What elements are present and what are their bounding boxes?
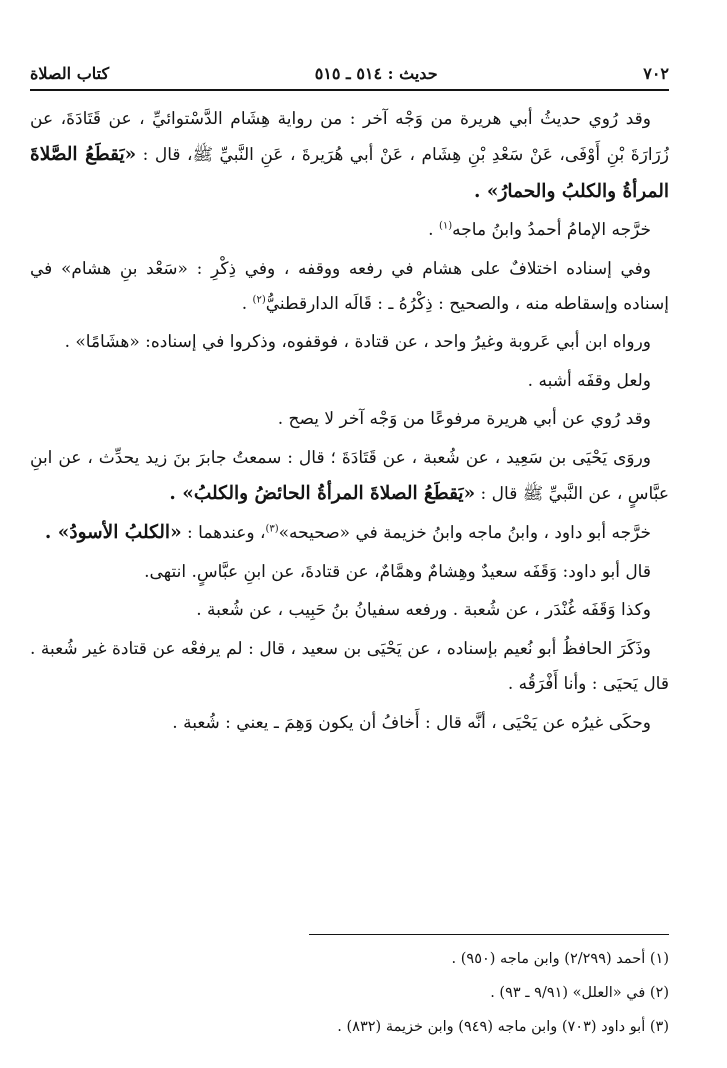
footnote: (١) أحمد (٢/٢٩٩) وابن ماجه (٩٥٠) . <box>451 951 669 967</box>
paragraph <box>30 102 669 210</box>
paragraph-text: وروَى يَحْيَى بن سَعِيد ، عن شُعبة ، عن قَتَادَةَ ؛ قال : سمعتُ جابرَ بنَ زيد يحدِّث ، عن ابنِ عبَّاسٍ ، عن النَّبيِّ ﷺ قال : <box>30 447 669 505</box>
paragraph: وذَكَرَ الحافظُ أبو نُعيم بإسناده ، عن يَحْيَى بن سعيد ، قال : لم يرفعْه عن قتادة غير شُعبة . قال يَحيَى : وأنا أَفْرَقُه . <box>30 638 669 695</box>
footnote-ref: (٣) <box>265 523 279 535</box>
paragraph-text: خرَّجه أبو داود ، وابنُ ماجه وابنُ خزيمة في «صحيحه» <box>278 523 651 544</box>
page-number: ٧٠٢ <box>643 63 669 83</box>
hadith-quote: «يَقطَعُ الصلاةَ المرأةُ الحائضُ والكلبُ» . <box>169 483 476 505</box>
paragraph <box>30 441 669 513</box>
footnote: (٣) أبو داود (٧٠٣) وابن ماجه (٩٤٩) وابن خزيمة (٨٣٢) . <box>337 1019 669 1035</box>
footnote-ref: (١) <box>438 220 453 232</box>
paragraph <box>30 515 669 551</box>
hadith-range: حديث : ٥١٤ ـ ٥١٥ <box>314 63 438 83</box>
header-rule <box>30 89 669 91</box>
paragraph-text: وقد رُوي حديثُ أبي هريرة من وَجْه آخر : من رواية هِشَام الدَّسْتوائيِّ ، عن قَتَادَةَ، عن زُرَارَةَ بْنِ أَوْفَى، عَنْ سَعْدِ بْنِ هِشَام ، عَنْ أبي هُرَيرةَ ، عَنِ النَّبيِّ ﷺ، قال : <box>30 109 669 166</box>
paragraph-text: ، وعندهما : <box>181 523 266 544</box>
hadith-quote: «يَقطَعُ الصَّلاةَ المرأةُ والكلبُ والحمارُ» . <box>30 144 669 202</box>
paragraph: وكذا وَقَفَه غُنْدَر ، عن شُعبة . ورفعه سفيانُ بنُ حَبِيب ، عن شُعبة . <box>196 600 651 621</box>
paragraph: ولعل وقفَه أشبه . <box>527 370 651 391</box>
paragraph: وحكَى غيرُه عن يَحْيَى ، أنَّه قال : أَخافُ أن يكون وَهِمَ ـ يعني : شُعبة . <box>172 712 651 733</box>
footnote-rule <box>309 934 669 935</box>
paragraph <box>30 252 669 323</box>
book-title: كتاب الصلاة <box>30 63 110 83</box>
footnote-ref: (٢) <box>252 294 266 306</box>
paragraph-text: خرَّجه الإمامُ أحمدُ وابنُ ماجه <box>452 220 651 241</box>
footnote: (٢) في «العلل» (٩/٩١ ـ ٩٣) . <box>490 985 669 1001</box>
paragraph-text: وفي إسناده اختلافٌ على هشام في رفعه ووقفه ، وفي ذِكْرِ : «سَعْد بنِ هشام» في إسناده وإسقاطه منه ، والصحيح : ذِكْرُهُ ـ : قَالَه الدارقطنيُّ <box>30 258 669 315</box>
paragraph: قال أبو داود: وَقَفَه سعيدٌ وهِشامٌ وهمَّامٌ، عن قتادةَ، عن ابنِ عبَّاسٍ. انتهى. <box>144 561 651 582</box>
paragraph: ورواه ابن أبي عَروبة وغيرُ واحد ، عن قتادة ، فوقفوه، وذكروا في إسناده: «هشَامًا» . <box>64 332 651 353</box>
paragraph: وقد رُوي عن أبي هريرة مرفوعًا من وَجْه آخر لا يصح . <box>277 409 651 430</box>
paragraph <box>30 213 669 248</box>
main-text <box>30 102 669 744</box>
paragraph-end: . <box>241 294 253 315</box>
hadith-quote: «الكلبُ الأسودُ» . <box>44 522 182 544</box>
paragraph-end: . <box>428 220 439 241</box>
footnotes <box>30 942 669 1044</box>
running-header <box>30 58 669 88</box>
